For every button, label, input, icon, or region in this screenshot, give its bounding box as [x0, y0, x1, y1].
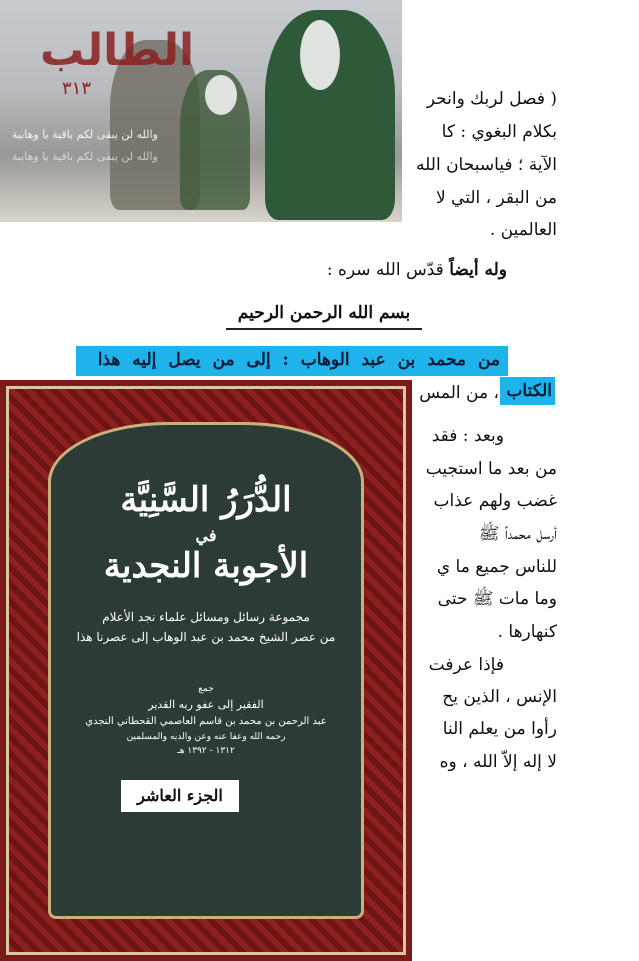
text-line: ، من المس: [419, 383, 499, 403]
top-illustration: [0, 0, 402, 222]
book-compiler-label: جمع: [198, 684, 214, 694]
book-cover-image: [0, 380, 412, 961]
heading-line: [327, 259, 507, 281]
bismillah: بسم الله الرحمن الرحيم: [226, 302, 422, 330]
text-line: للناس جميع ما ي: [436, 557, 557, 577]
heading-rest: قدّس الله سره :: [326, 260, 450, 280]
image-caption-1: والله لن يبقى لكم باقية يا وهابية: [12, 128, 158, 141]
book-title-part2: في: [195, 526, 217, 545]
text-line: رأوا من يعلم النا: [442, 719, 557, 739]
text-line: أرسل محمداً ﷺ: [478, 524, 557, 544]
text-line: بكلام البغوي : كا: [441, 122, 557, 142]
image-caption-2: والله لن يبقى لكم باقية يا وهابية: [12, 150, 158, 163]
book-compiler-years: ١٣١٢ - ١٣٩٢ هـ: [177, 746, 235, 756]
text-line: غضب ولهم عذاب: [433, 491, 557, 511]
text-line: من البقر ، التي لا: [435, 188, 557, 208]
book-subtitle-2: من عصر الشيخ محمد بن عبد الوهاب إلى عصرنا هذا: [76, 630, 336, 644]
book-title-part3: الأجوبة النجدية: [103, 546, 309, 586]
text-line: وبعد : فقد: [431, 426, 504, 446]
highlighted-line: من محمد بن عبد الوهاب : إلى من يصل إليه هذا: [76, 346, 508, 376]
text-line: الإنس ، الذين يح: [442, 687, 557, 707]
text-line: العالمين .: [489, 220, 557, 240]
text-line: لا إله إلاّ الله ، وه: [439, 752, 557, 772]
text-line: ( فصل لربك وانحر: [426, 89, 557, 109]
book-subtitle-1: مجموعة رسائل ومسائل علماء نجد الأعلام: [102, 610, 310, 624]
text-line: الآية ؛ فياسبحان الله: [416, 155, 557, 175]
text-line: فإذا عرفت: [428, 655, 504, 675]
book-volume-label: الجزء العاشر: [121, 780, 239, 812]
text-line: وما مات ﷺ حتى: [437, 589, 557, 609]
heading-prefix: وله أيضاً: [449, 260, 507, 280]
logo-text: الطالب: [40, 25, 195, 76]
text-line: من بعد ما استجيب: [425, 459, 557, 479]
book-compiler-line2: عبد الرحمن بن محمد بن قاسم العاصمي القحطاني النجدي: [85, 716, 327, 727]
book-compiler-line3: رحمه الله وعفا عنه وعن والديه والمسلمين: [126, 732, 286, 742]
logo-number: ٣١٣: [62, 78, 92, 99]
book-compiler-line1: الفقير إلى عفو ربه القدير: [148, 698, 264, 711]
book-title-part1: الدُّرَرُ السَّنِيَّة: [120, 480, 292, 520]
highlighted-word: الكتاب: [500, 377, 555, 405]
text-line: كنهارها .: [497, 622, 557, 642]
